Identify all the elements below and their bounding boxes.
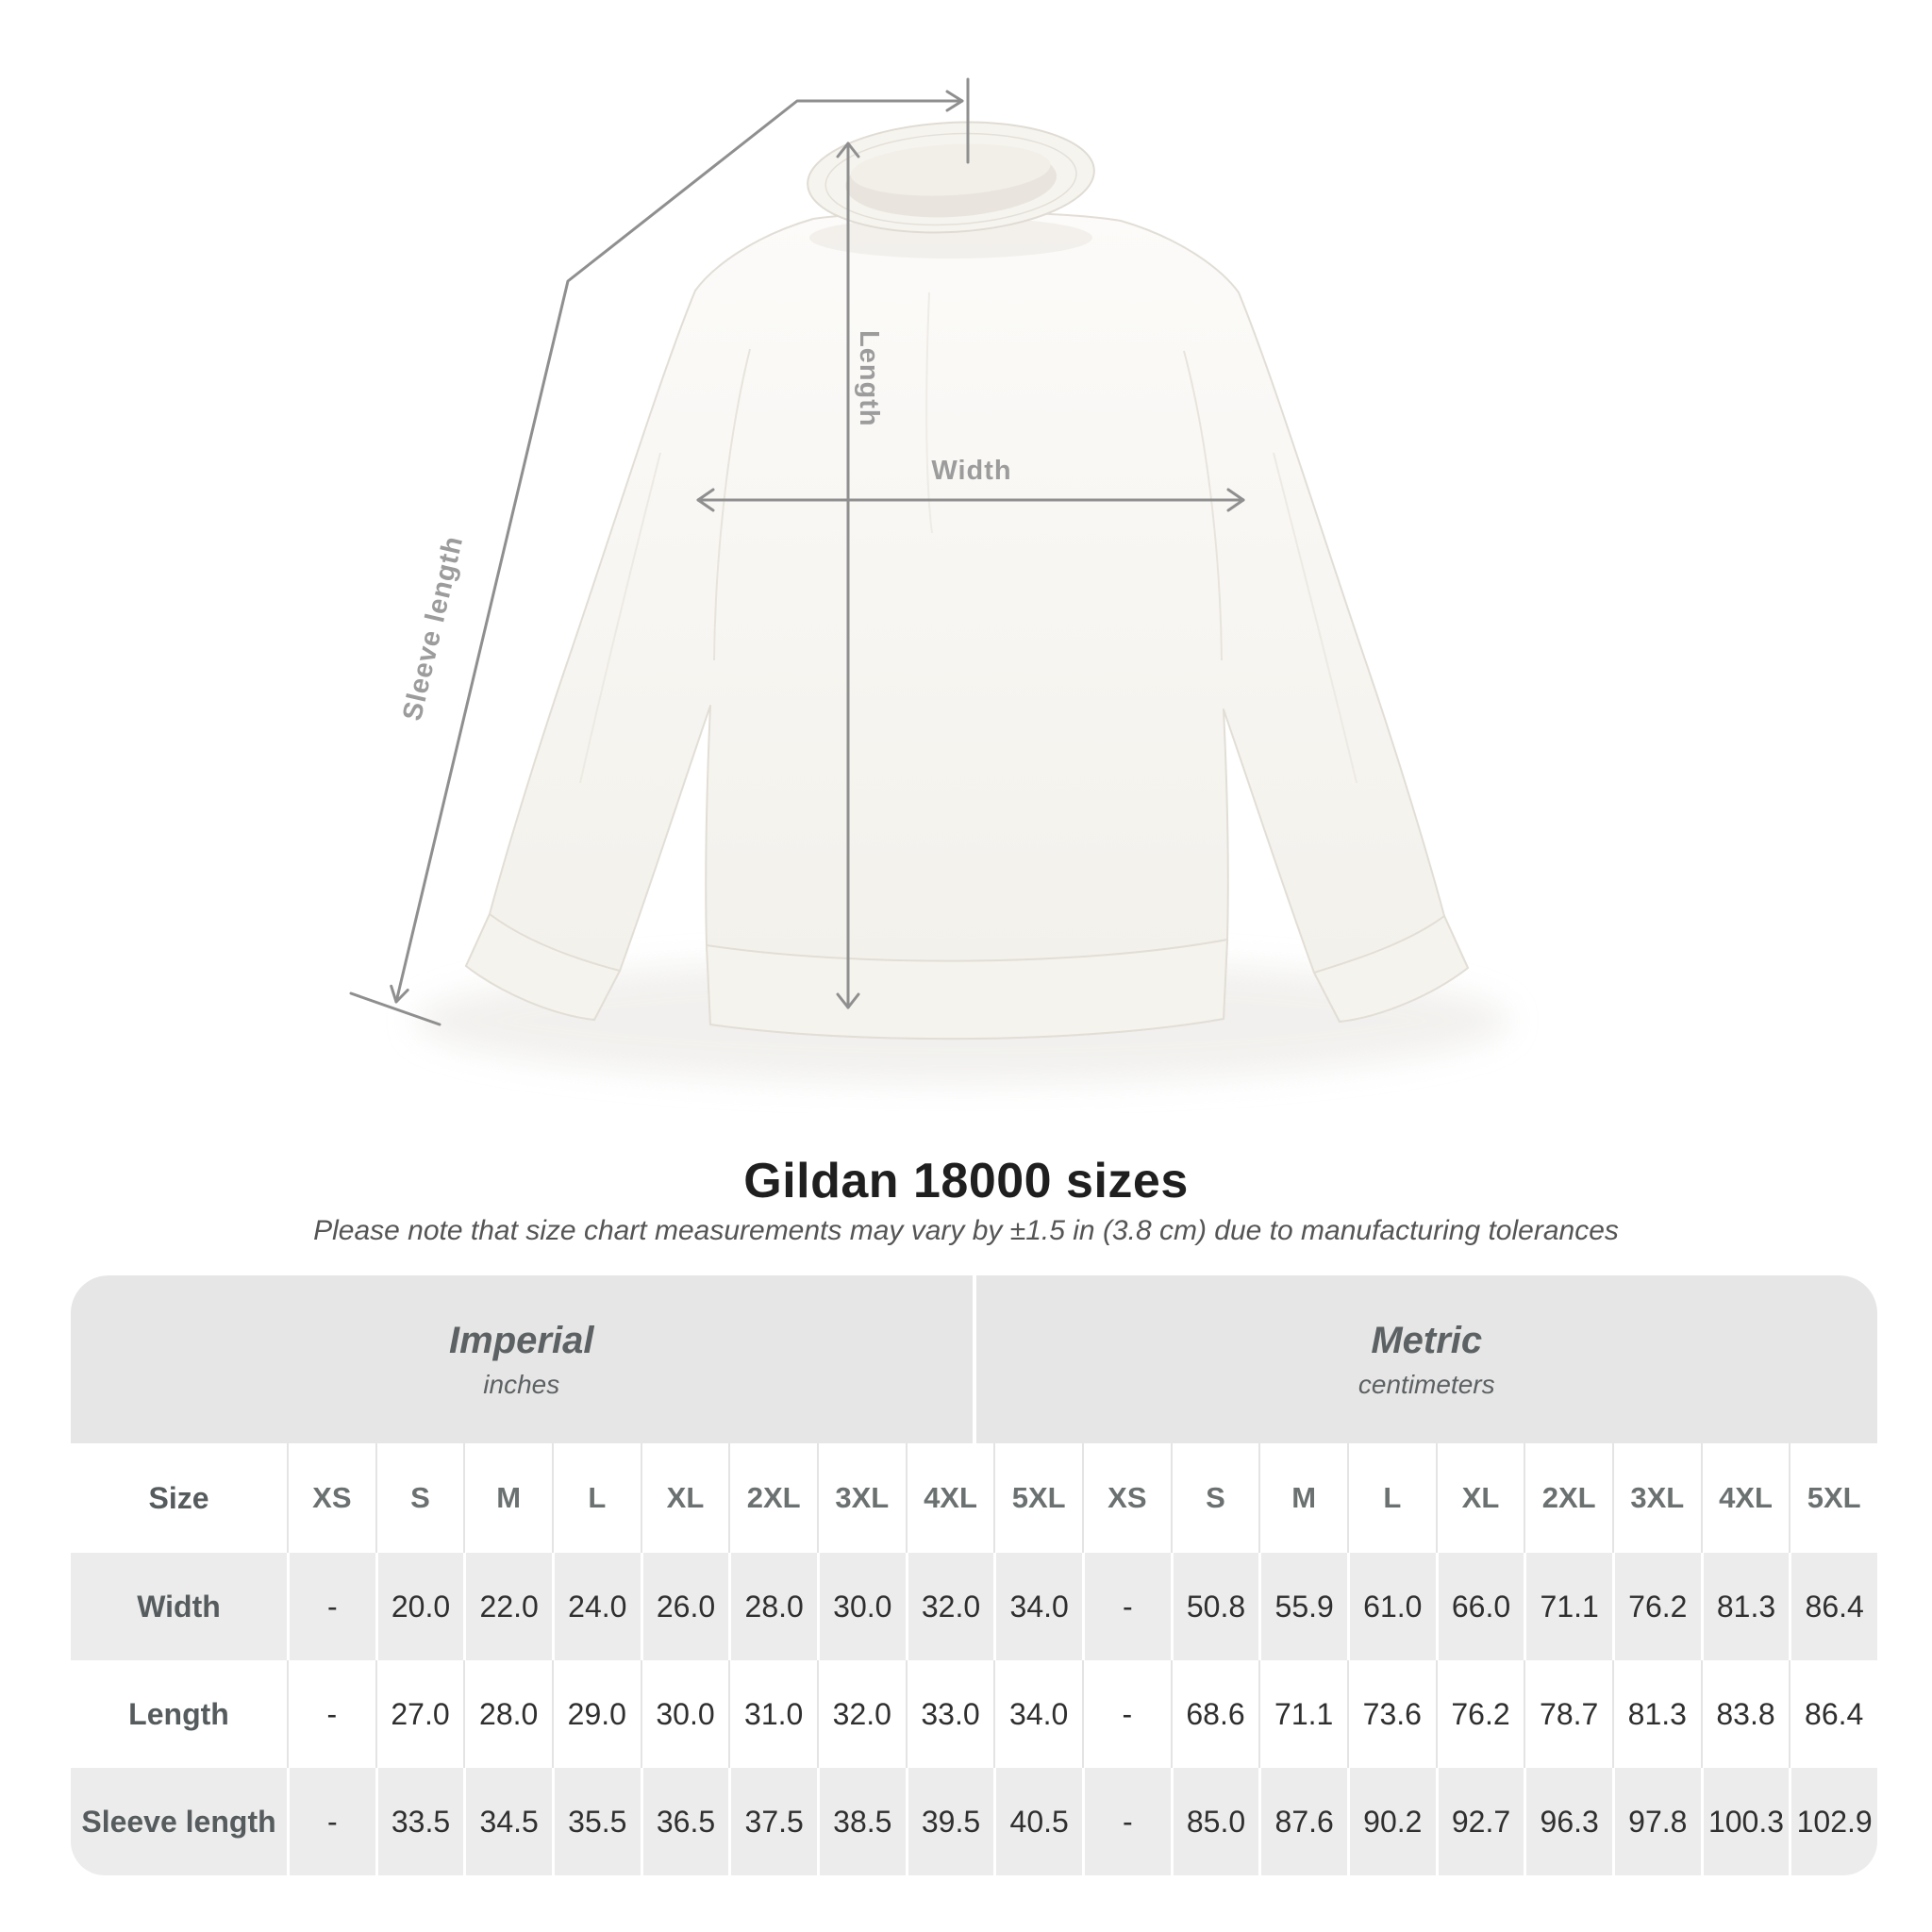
value-cell: 39.5 bbox=[906, 1768, 994, 1875]
width-annotation-label: Width bbox=[931, 456, 1012, 486]
value-cell: 50.8 bbox=[1171, 1553, 1259, 1660]
value-cell: 33.5 bbox=[375, 1768, 464, 1875]
sleeve-annotation-label: Sleeve length bbox=[397, 532, 470, 724]
value-cell: 24.0 bbox=[552, 1553, 641, 1660]
value-cell: 86.4 bbox=[1789, 1553, 1877, 1660]
value-cell: 73.6 bbox=[1347, 1660, 1436, 1768]
value-cell: 66.0 bbox=[1436, 1553, 1524, 1660]
value-cell: 71.1 bbox=[1524, 1553, 1612, 1660]
value-cell: 55.9 bbox=[1258, 1553, 1347, 1660]
value-cell: 37.5 bbox=[728, 1768, 817, 1875]
value-cell: 81.3 bbox=[1612, 1660, 1701, 1768]
value-cell: 85.0 bbox=[1171, 1768, 1259, 1875]
size-column-header: Size bbox=[148, 1480, 209, 1515]
table-row bbox=[71, 1660, 1877, 1768]
size-table bbox=[71, 1275, 1877, 1875]
value-cell: 38.5 bbox=[817, 1768, 906, 1875]
value-cell: 76.2 bbox=[1612, 1553, 1701, 1660]
table-body bbox=[71, 1553, 1877, 1875]
page-title: Gildan 18000 sizes bbox=[743, 1154, 1189, 1208]
value-cell: 40.5 bbox=[993, 1768, 1082, 1875]
value-cell: 30.0 bbox=[641, 1660, 729, 1768]
value-cell: 22.0 bbox=[463, 1553, 552, 1660]
value-cell: 83.8 bbox=[1701, 1660, 1790, 1768]
size-header-cell: 2XL bbox=[1524, 1443, 1612, 1553]
value-cell: 32.0 bbox=[817, 1660, 906, 1768]
size-header-cell: XS bbox=[287, 1443, 375, 1553]
value-cell: 102.9 bbox=[1789, 1768, 1877, 1875]
row-label: Length bbox=[128, 1696, 229, 1731]
imperial-label: Imperial bbox=[449, 1319, 594, 1361]
value-cell: 34.5 bbox=[463, 1768, 552, 1875]
size-header-cell: S bbox=[375, 1443, 464, 1553]
metric-band bbox=[976, 1275, 1878, 1443]
size-header-cell: 3XL bbox=[817, 1443, 906, 1553]
size-header-row bbox=[71, 1443, 1877, 1553]
value-cell: 29.0 bbox=[552, 1660, 641, 1768]
size-header-cell: M bbox=[1258, 1443, 1347, 1553]
value-cell: 68.6 bbox=[1171, 1660, 1259, 1768]
value-cell: 96.3 bbox=[1524, 1768, 1612, 1875]
value-cell: 92.7 bbox=[1436, 1768, 1524, 1875]
value-cell: - bbox=[287, 1768, 375, 1875]
row-label: Sleeve length bbox=[81, 1804, 276, 1839]
value-cell: 26.0 bbox=[641, 1553, 729, 1660]
metric-label: Metric bbox=[1371, 1319, 1483, 1361]
size-header-cell: 2XL bbox=[728, 1443, 817, 1553]
value-cell: 20.0 bbox=[375, 1553, 464, 1660]
value-cell: - bbox=[1082, 1553, 1171, 1660]
value-cell: 61.0 bbox=[1347, 1553, 1436, 1660]
value-cell: 81.3 bbox=[1701, 1553, 1790, 1660]
value-cell: 76.2 bbox=[1436, 1660, 1524, 1768]
table-row bbox=[71, 1553, 1877, 1660]
value-cell: 71.1 bbox=[1258, 1660, 1347, 1768]
imperial-band bbox=[71, 1275, 973, 1443]
value-cell: 28.0 bbox=[728, 1553, 817, 1660]
size-header-cell: XL bbox=[641, 1443, 729, 1553]
size-header-cell: 4XL bbox=[906, 1443, 994, 1553]
value-cell: - bbox=[287, 1553, 375, 1660]
size-header-cell: L bbox=[1347, 1443, 1436, 1553]
size-header-cell: S bbox=[1171, 1443, 1259, 1553]
imperial-unit-label: inches bbox=[483, 1369, 560, 1399]
size-header-cell: 4XL bbox=[1701, 1443, 1790, 1553]
value-cell: 27.0 bbox=[375, 1660, 464, 1768]
value-cell: 32.0 bbox=[906, 1553, 994, 1660]
value-cell: 90.2 bbox=[1347, 1768, 1436, 1875]
value-cell: 31.0 bbox=[728, 1660, 817, 1768]
value-cell: 100.3 bbox=[1701, 1768, 1790, 1875]
unit-band bbox=[71, 1275, 1877, 1443]
value-cell: 86.4 bbox=[1789, 1660, 1877, 1768]
size-header-cell: 5XL bbox=[1789, 1443, 1877, 1553]
table-row bbox=[71, 1768, 1877, 1875]
value-cell: - bbox=[287, 1660, 375, 1768]
value-cell: 28.0 bbox=[463, 1660, 552, 1768]
value-cell: 34.0 bbox=[993, 1660, 1082, 1768]
value-cell: 36.5 bbox=[641, 1768, 729, 1875]
size-header-cell: L bbox=[552, 1443, 641, 1553]
value-cell: 97.8 bbox=[1612, 1768, 1701, 1875]
value-cell: 35.5 bbox=[552, 1768, 641, 1875]
value-cell: 34.0 bbox=[993, 1553, 1082, 1660]
metric-unit-label: centimeters bbox=[1357, 1369, 1495, 1399]
size-header-cell: XL bbox=[1436, 1443, 1524, 1553]
value-cell: - bbox=[1082, 1768, 1171, 1875]
row-label: Width bbox=[137, 1589, 221, 1624]
value-cell: 30.0 bbox=[817, 1553, 906, 1660]
value-cell: - bbox=[1082, 1660, 1171, 1768]
value-cell: 87.6 bbox=[1258, 1768, 1347, 1875]
size-header-cell: 3XL bbox=[1612, 1443, 1701, 1553]
value-cell: 33.0 bbox=[906, 1660, 994, 1768]
value-cell: 78.7 bbox=[1524, 1660, 1612, 1768]
length-annotation-label: Length bbox=[854, 330, 884, 427]
page-subtitle: Please note that size chart measurements may vary by ±1.5 in (3.8 cm) due to manufacturing tolerances bbox=[313, 1215, 1619, 1246]
size-header-cell: XS bbox=[1082, 1443, 1171, 1553]
size-header-cell: M bbox=[463, 1443, 552, 1553]
size-header-cell: 5XL bbox=[993, 1443, 1082, 1553]
